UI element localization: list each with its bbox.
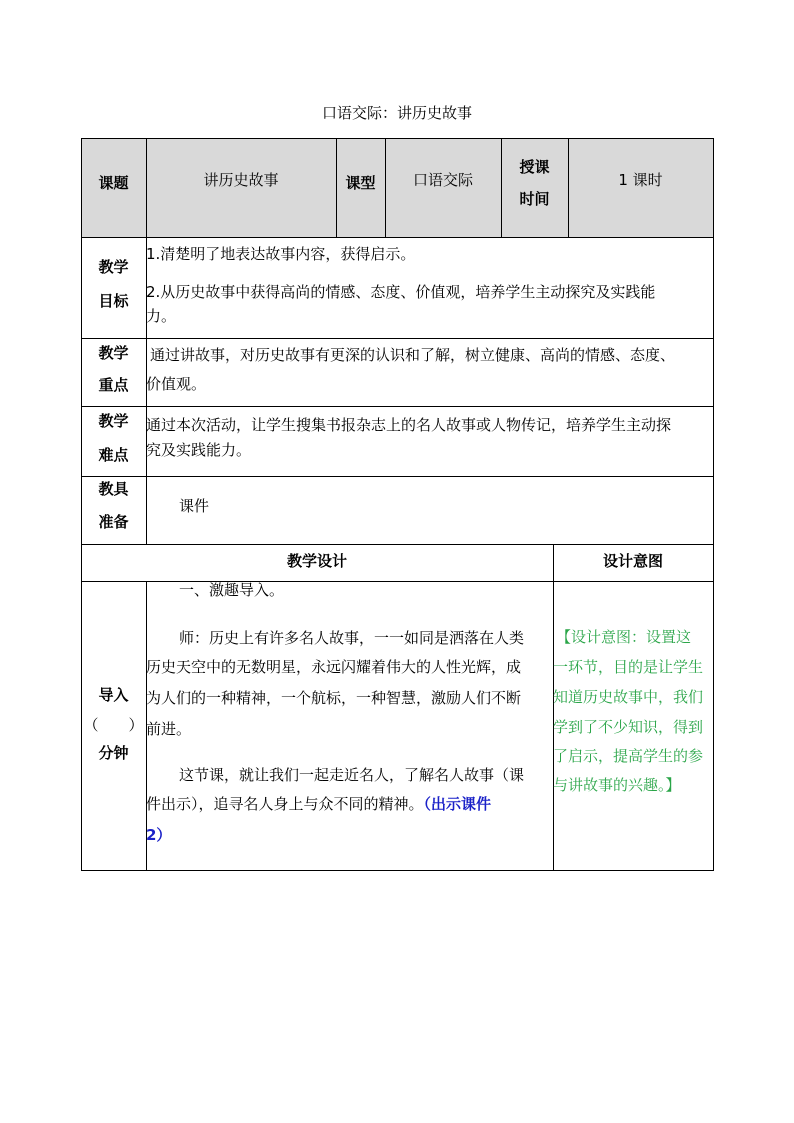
document-title: 口语交际：讲历史故事: [321, 104, 472, 122]
label-focus-line1: 教学: [98, 344, 129, 362]
table-border: [146, 138, 147, 545]
label-difficulty-line1: 教学: [98, 412, 129, 430]
label-tools-line2: 准备: [98, 513, 129, 531]
difficulty-line2: 究及实践能力。: [146, 441, 252, 459]
design-p3-line1: 这节课，就让我们一起走近名人，了解名人故事（课: [179, 766, 525, 784]
type-value: 口语交际: [412, 171, 473, 189]
table-border: [81, 581, 714, 582]
goal-2-line1: 2.从历史故事中获得高尚的情感、态度、价值观，培养学生主动探究及实践能: [146, 283, 656, 301]
design-header: 教学设计: [286, 552, 347, 570]
table-border: [81, 338, 714, 339]
label-time-line2: 时间: [519, 190, 550, 208]
table-border: [81, 870, 714, 871]
time-value: 1 课时: [618, 171, 663, 189]
design-p2-line3: 为人们的一种精神，一个航标，一种智慧，激励人们不断: [146, 689, 522, 707]
intent-line6: 与讲故事的兴趣。】: [553, 776, 681, 794]
table-border: [81, 406, 714, 407]
tools-value: 课件: [179, 497, 210, 515]
design-p2-line4: 前进。: [146, 720, 192, 738]
intent-line4: 学到了不少知识，得到: [553, 718, 704, 736]
focus-line1: 通过讲故事，对历史故事有更深的认识和了解，树立健康、高尚的情感、态度、: [150, 346, 676, 364]
intent-line3: 知道历史故事中，我们: [553, 688, 704, 706]
courseware-ref-number: 2）: [146, 826, 172, 844]
intent-line5: 了启示，提高学生的参: [553, 747, 704, 765]
difficulty-line1: 通过本次活动，让学生搜集书报杂志上的名人故事或人物传记，培养学生主动探: [146, 416, 672, 434]
design-p3-line2: [146, 792, 491, 817]
label-time-line1: 授课: [519, 158, 550, 176]
goal-2-line2: 力。: [146, 307, 177, 325]
label-type: 课型: [345, 174, 376, 192]
label-goals-line2: 目标: [98, 292, 129, 310]
intent-line1: 【设计意图：设置这: [556, 628, 692, 646]
section-label-line1: 导入: [98, 686, 129, 704]
table-border: [81, 237, 714, 238]
intent-line2: 一环节，目的是让学生: [553, 658, 704, 676]
label-tools-line1: 教具: [98, 480, 129, 498]
label-goals-line1: 教学: [98, 258, 129, 276]
label-difficulty-line2: 难点: [98, 446, 129, 464]
label-topic: 课题: [98, 174, 129, 192]
design-p2-line2: 历史天空中的无数明星，永远闪耀着伟大的人性光辉，成: [146, 658, 522, 676]
table-border: [81, 544, 714, 545]
table-border: [81, 476, 714, 477]
intent-header: 设计意图: [602, 552, 663, 570]
topic-value: 讲历史故事: [203, 171, 279, 189]
courseware-ref: （出示课件: [423, 795, 492, 813]
design-p3-text: 件出示），追寻名人身上与众不同的精神。: [146, 795, 424, 813]
focus-line2: 价值观。: [146, 375, 207, 393]
label-focus-line2: 重点: [98, 376, 129, 394]
goal-1: 1.清楚明了地表达故事内容，获得启示。: [146, 245, 416, 263]
section-label-line2: （ ）: [83, 716, 144, 734]
section-label-line3: 分钟: [98, 744, 129, 762]
table-border: [713, 138, 714, 871]
design-p2-line1: 师：历史上有许多名人故事，一一如同是洒落在人类: [179, 629, 525, 647]
design-p1: 一、激趣导入。: [179, 581, 285, 599]
table-border: [81, 138, 714, 139]
